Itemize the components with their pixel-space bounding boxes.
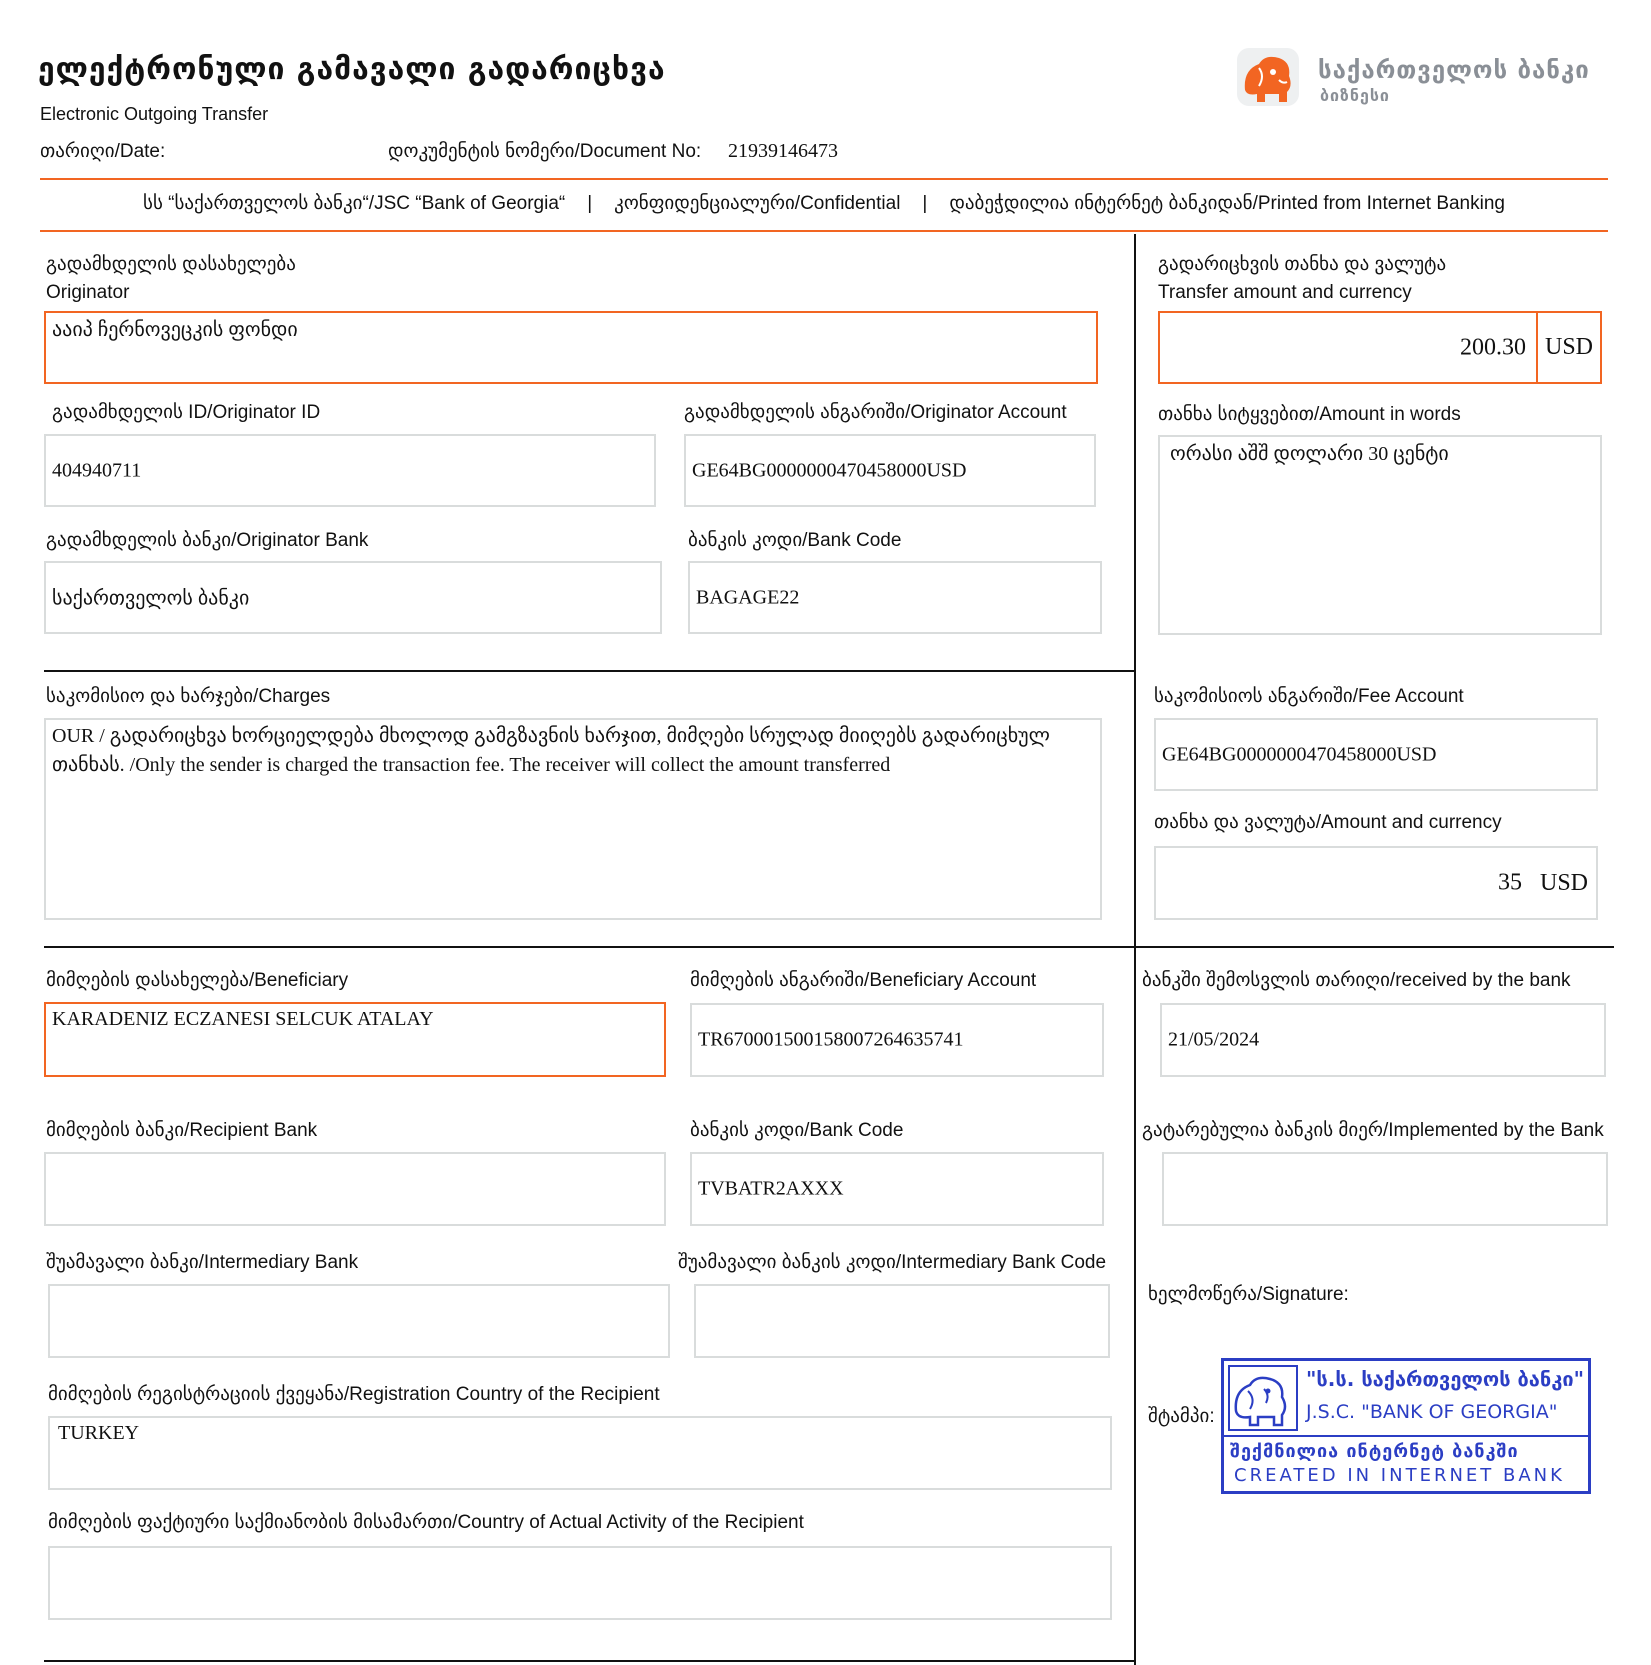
transfer-amount-label-ka: გადარიცხვის თანხა და ვალუტა xyxy=(1158,254,1447,275)
separator: | xyxy=(587,193,593,214)
beneficiary-account-value: TR670001500158007264635741 xyxy=(698,1028,964,1051)
recipient-bank-field xyxy=(44,1152,666,1226)
section-divider xyxy=(44,946,1614,948)
received-date-label: ბანკში შემოსვლის თარიღი/received by the bank xyxy=(1142,970,1571,991)
originator-bank-code-label: ბანკის კოდი/Bank Code xyxy=(688,530,902,551)
beneficiary-name-value: KARADENIZ ECZANESI SELCUK ATALAY xyxy=(52,1008,434,1030)
originator-name-label-ka: გადამხდელის დასახელება xyxy=(46,254,296,275)
intermediary-bank-label: შუამავალი ბანკი/Intermediary Bank xyxy=(46,1252,359,1273)
registration-country-value: TURKEY xyxy=(58,1422,140,1444)
intermediary-bank-field xyxy=(48,1284,670,1358)
originator-id-label: გადამხდელის ID/Originator ID xyxy=(52,402,321,423)
stamp-created-en: CREATED IN INTERNET BANK xyxy=(1234,1465,1565,1486)
recipient-bank-label: მიმღების ბანკი/Recipient Bank xyxy=(46,1120,318,1141)
originator-account-field xyxy=(684,434,1096,507)
bank-stamp xyxy=(1221,1358,1591,1494)
stamp-lion-icon xyxy=(1228,1365,1298,1431)
fee-account-label: საკომისიოს ანგარიში/Fee Account xyxy=(1154,686,1464,707)
intermediary-bank-code-label: შუამავალი ბანკის კოდი/Intermediary Bank Code xyxy=(678,1252,1107,1273)
beneficiary-name-field xyxy=(44,1002,666,1077)
originator-name-label-en: Originator xyxy=(46,282,130,303)
originator-bank-code-field xyxy=(688,561,1102,634)
received-date-value: 21/05/2024 xyxy=(1168,1028,1260,1051)
amount-cell xyxy=(1160,313,1536,382)
charges-value: OUR / გადარიცხვა ხორციელდება მხოლოდ გამგზავნის ხარჯით, მიმღები სრულად მიიღებს გადარიცხულ თანხას. /Only the sender is charged the transaction fee. The receiver will collect the amount transferred xyxy=(52,725,1050,776)
actual-activity-label: მიმღების ფაქტიური საქმიანობის მისამართი/Country of Actual Activity of the Recipient xyxy=(48,1512,804,1533)
fee-amount-value: 35 xyxy=(1498,869,1522,896)
transfer-amount-label-en: Transfer amount and currency xyxy=(1158,282,1412,303)
stamp-label: შტამპი: xyxy=(1148,1406,1215,1427)
amount-in-words-value: ორასი აშშ დოლარი 30 ცენტი xyxy=(1170,443,1449,465)
recipient-bank-code-value: TVBATR2AXXX xyxy=(698,1177,844,1200)
section-divider xyxy=(44,1660,1134,1662)
originator-account-label: გადამხდელის ანგარიში/Originator Account xyxy=(684,402,1067,423)
page-subtitle: Electronic Outgoing Transfer xyxy=(40,104,269,124)
actual-activity-field xyxy=(48,1546,1112,1620)
document-number-label: დოკუმენტის ნომერი/Document No: xyxy=(388,141,702,162)
signature-label: ხელმოწერა/Signature: xyxy=(1148,1284,1349,1305)
transfer-amount-field xyxy=(1158,311,1602,384)
header-divider-top xyxy=(40,178,1608,180)
printed-from-label: დაბეჭდილია ინტერნეტ ბანკიდან/Printed from Internet Banking xyxy=(949,193,1505,214)
charges-field xyxy=(44,718,1102,920)
fee-account-value: GE64BG0000000470458000USD xyxy=(1162,743,1437,765)
fee-currency-value: USD xyxy=(1539,870,1588,896)
originator-bank-field xyxy=(44,561,662,634)
charges-label: საკომისიო და ხარჯები/Charges xyxy=(46,686,331,707)
originator-name-value: ააიპ ჩერნოვეცკის ფონდი xyxy=(52,319,298,341)
fee-account-field xyxy=(1154,718,1598,791)
originator-name-field xyxy=(44,311,1098,384)
originator-account-value: GE64BG0000000470458000USD xyxy=(692,459,967,481)
implemented-by-label: გატარებულია ბანკის მიერ/Implemented by the Bank xyxy=(1142,1120,1604,1141)
originator-bank-code-value: BAGAGE22 xyxy=(696,586,800,608)
transfer-currency-value: USD xyxy=(1536,313,1600,382)
stamp-divider xyxy=(1224,1435,1588,1437)
lion-icon xyxy=(1235,46,1301,108)
date-label: თარიღი/Date: xyxy=(40,141,166,162)
fee-amount-label: თანხა და ვალუტა/Amount and currency xyxy=(1154,812,1502,833)
header-divider-bottom xyxy=(40,230,1608,232)
bank-entity: სს “საქართველოს ბანკი“/JSC “Bank of Georgia“ xyxy=(143,193,566,214)
separator: | xyxy=(922,193,928,214)
section-divider xyxy=(44,670,1134,672)
confidential-label: კონფიდენციალური/Confidential xyxy=(614,193,901,214)
document-number-value: 21939146473 xyxy=(728,140,838,162)
fee-amount-cell xyxy=(1156,848,1532,918)
recipient-bank-code-label: ბანკის კოდი/Bank Code xyxy=(690,1120,904,1141)
logo-name: საქართველოს ბანკი xyxy=(1318,56,1590,84)
confidentiality-bar xyxy=(40,192,1608,215)
originator-id-value: 404940711 xyxy=(52,459,142,481)
transfer-amount-value: 200.30 xyxy=(1460,334,1526,360)
page-title: ელექტრონული გამავალი გადარიცხვა xyxy=(38,52,666,87)
column-divider xyxy=(1134,234,1136,1665)
originator-bank-label: გადამხდელის ბანკი/Originator Bank xyxy=(46,530,369,551)
beneficiary-account-field xyxy=(690,1003,1104,1077)
stamp-line-ka: "ს.ს. საქართველოს ბანკი" xyxy=(1306,1367,1585,1391)
originator-id-field xyxy=(44,434,656,507)
recipient-bank-code-field xyxy=(690,1152,1104,1226)
fee-amount-field xyxy=(1154,846,1598,920)
originator-bank-value: საქართველოს ბანკი xyxy=(52,587,250,609)
stamp-line-en: J.S.C. "BANK OF GEORGIA" xyxy=(1306,1401,1558,1423)
beneficiary-account-label: მიმღების ანგარიში/Beneficiary Account xyxy=(690,970,1037,991)
amount-in-words-label: თანხა სიტყვებით/Amount in words xyxy=(1158,404,1461,425)
beneficiary-name-label: მიმღების დასახელება/Beneficiary xyxy=(46,970,349,991)
registration-country-label: მიმღების რეგისტრაციის ქვეყანა/Registration Country of the Recipient xyxy=(48,1384,660,1405)
intermediary-bank-code-field xyxy=(694,1284,1110,1358)
amount-in-words-field xyxy=(1158,435,1602,635)
stamp-created-ka: შექმნილია ინტერნეტ ბანკში xyxy=(1230,1441,1519,1462)
registration-country-field xyxy=(48,1416,1112,1490)
received-date-field xyxy=(1160,1003,1606,1077)
logo-subtitle: ბიზნესი xyxy=(1320,86,1390,105)
implemented-by-field xyxy=(1162,1152,1608,1226)
